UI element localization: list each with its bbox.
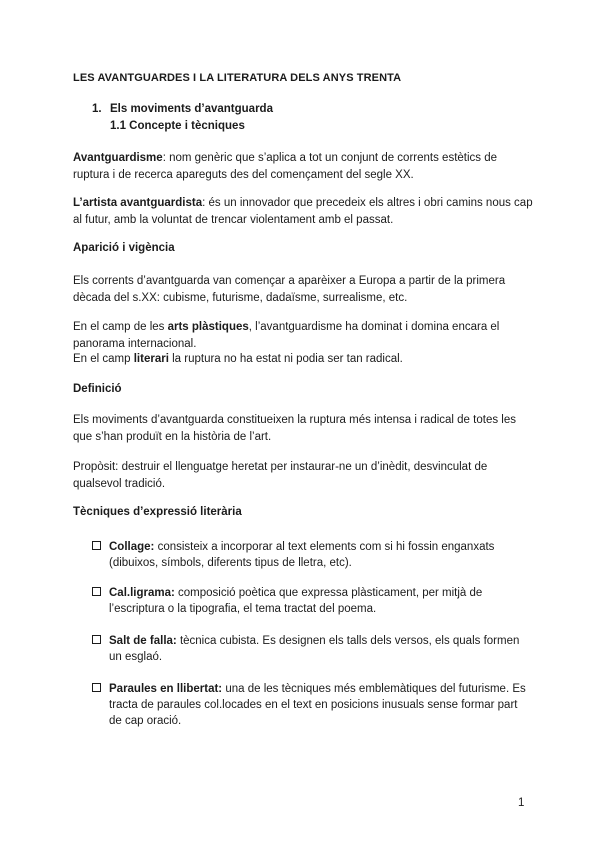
document-title: LES AVANTGUARDES I LA LITERATURA DELS ANYS TRENTA [73, 72, 402, 84]
technique-description: consisteix a incorporar al text elements com si hi fossin enganxats (dibuixos, símbols, diferents tipus de lletra, etc). [109, 541, 495, 569]
technique-text [109, 633, 529, 665]
technique-term: Salt de falla: [109, 635, 177, 647]
checkbox-icon [92, 541, 101, 550]
text-run: En el camp [73, 353, 134, 365]
text-run: , l’avantguardisme ha dominat i domina encara el panorama internacional. [73, 321, 500, 350]
technique-term: Collage: [109, 541, 155, 553]
heading-tecniques: Tècniques d’expressió literària [73, 506, 242, 518]
definition-term: Avantguardisme [73, 152, 163, 164]
heading-aparicio: Aparició i vigència [73, 242, 175, 254]
definition-artista [73, 195, 533, 228]
paragraph-corrents: Els corrents d’avantguarda van començar a aparèixer a Europa a partir de la primera dècada del s.XX: cubisme, futurisme, dadaïsme, surrealisme, etc. [73, 275, 506, 304]
page-number: 1 [518, 797, 525, 809]
technique-description: tècnica cubista. Es designen els talls dels versos, els quals formen un esglaó. [109, 635, 520, 663]
heading-definicio: Definició [73, 383, 122, 395]
section-number: 1. [92, 103, 102, 115]
emphasis: literari [133, 353, 169, 365]
definition-term: L’artista avantguardista [73, 197, 203, 209]
technique-text [109, 585, 529, 617]
technique-term: Cal.ligrama: [109, 587, 175, 599]
subsection-title: 1.1 Concepte i tècniques [110, 120, 245, 132]
paragraph-literari [73, 351, 533, 368]
definition-text: : nom genèric que s’aplica a tot un conjunt de corrents estètics de ruptura i de recerca apareguts des del començament del segle XX. [73, 152, 498, 181]
technique-text [109, 539, 529, 571]
technique-description: una de les tècniques més emblemàtiques del futurisme. Es tracta de paraules col.locades en el text en posicions inusuals sense formar part de cap oració. [109, 683, 526, 727]
section-title: Els moviments d’avantguarda [110, 103, 273, 115]
definition-text: : és un innovador que precedeix els altres i obri camins nous cap al futur, amb la voluntat de trencar violentament amb el passat. [73, 197, 533, 226]
checkbox-icon [92, 587, 101, 596]
emphasis: arts plàstiques [167, 321, 249, 333]
checkbox-icon [92, 683, 101, 692]
definition-avantguardisme [73, 150, 533, 183]
paragraph-definicio: Els moviments d’avantguarda constitueixen la ruptura més intensa i radical de totes les que s’han produït en la història de l’art. [73, 414, 516, 443]
paragraph-arts [73, 319, 533, 352]
checkbox-icon [92, 635, 101, 644]
paragraph-proposit: Propòsit: destruir el llenguatge heretat per instaurar-ne un d’inèdit, desvinculat de qualsevol tradició. [73, 461, 488, 490]
technique-term: Paraules en llibertat: [109, 683, 223, 695]
text-run: la ruptura no ha estat ni podia ser tan radical. [168, 353, 403, 365]
technique-text [109, 681, 529, 729]
text-run: En el camp de les [73, 321, 168, 333]
technique-description: composició poètica que expressa plàsticament, per mitjà de l’escriptura o la tipografia, el tema tractat del poema. [109, 587, 483, 615]
